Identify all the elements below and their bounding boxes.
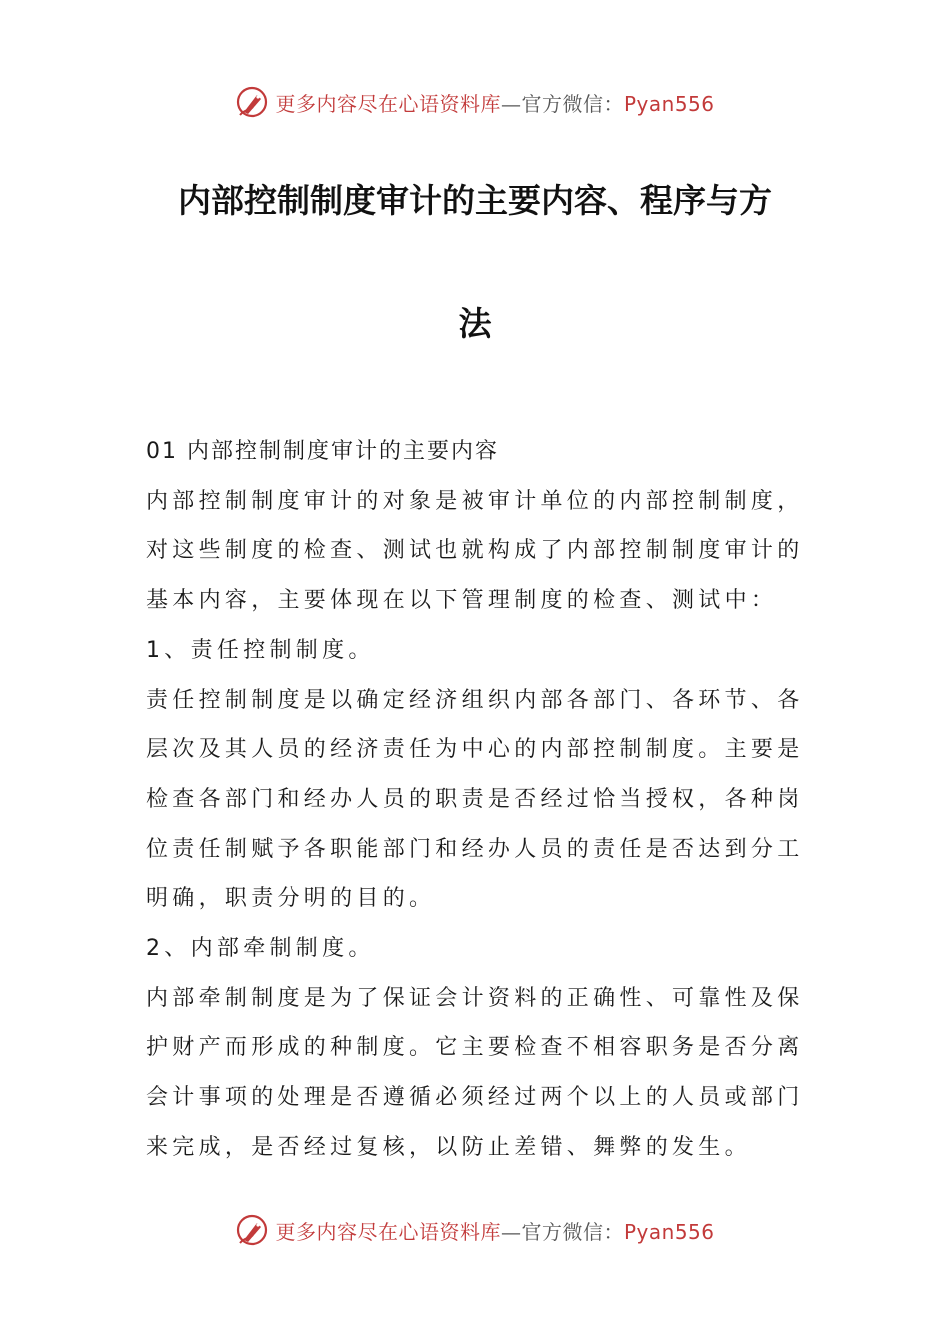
banner-wechat-label: 官方微信：	[521, 1219, 624, 1244]
banner-wechat-id: Pyan556	[623, 1219, 715, 1244]
body-line: 对这些制度的检查、测试也就构成了内部控制制度审计的	[146, 538, 804, 564]
body-line: 内部控制制度审计的对象是被审计单位的内部控制制度，	[146, 488, 804, 514]
body-line: 位责任制赋予各职能部门和经办人员的责任是否达到分工	[146, 836, 804, 862]
body-line: 层次及其人员的经济责任为中心的内部控制制度。主要是	[146, 737, 804, 763]
banner-dash: —	[500, 91, 522, 116]
banner-main-text: 更多内容尽在心语资料库	[275, 91, 501, 116]
body-line: 来完成，是否经过复核，以防止差错、舞弊的发生。	[146, 1134, 751, 1160]
body-line: 明确，职责分明的目的。	[146, 886, 436, 912]
subsection-heading: 2、内部牵制制度。	[146, 936, 375, 962]
banner-wechat-id: Pyan556	[623, 91, 715, 116]
document-title-line-2: 法	[458, 304, 492, 343]
subsection-heading: 1、责任控制制度。	[146, 637, 375, 663]
pen-nib-logo-icon	[235, 85, 269, 119]
body-line: 检查各部门和经办人员的职责是否经过恰当授权，各种岗	[146, 786, 804, 812]
banner-text	[275, 1216, 714, 1245]
document-body	[146, 427, 816, 1173]
header-watermark-banner	[0, 82, 950, 122]
body-line: 护财产而形成的种制度。它主要检查不相容职务是否分离	[146, 1035, 804, 1061]
banner-dash: —	[500, 1219, 522, 1244]
banner-main-text: 更多内容尽在心语资料库	[275, 1219, 501, 1244]
body-line: 基本内容，主要体现在以下管理制度的检查、测试中：	[146, 588, 778, 614]
pen-nib-logo-icon	[235, 1213, 269, 1247]
section-heading: 01 内部控制制度审计的主要内容	[146, 439, 499, 464]
body-line: 内部牵制制度是为了保证会计资料的正确性、可靠性及保	[146, 985, 804, 1011]
banner-wechat-label: 官方微信：	[521, 91, 624, 116]
banner-text	[275, 88, 714, 117]
document-title-line-1: 内部控制制度审计的主要内容、程序与方	[178, 181, 772, 220]
body-line: 责任控制制度是以确定经济组织内部各部门、各环节、各	[146, 687, 804, 713]
body-line: 会计事项的处理是否遵循必须经过两个以上的人员或部门	[146, 1085, 804, 1111]
footer-watermark-banner	[0, 1210, 950, 1250]
